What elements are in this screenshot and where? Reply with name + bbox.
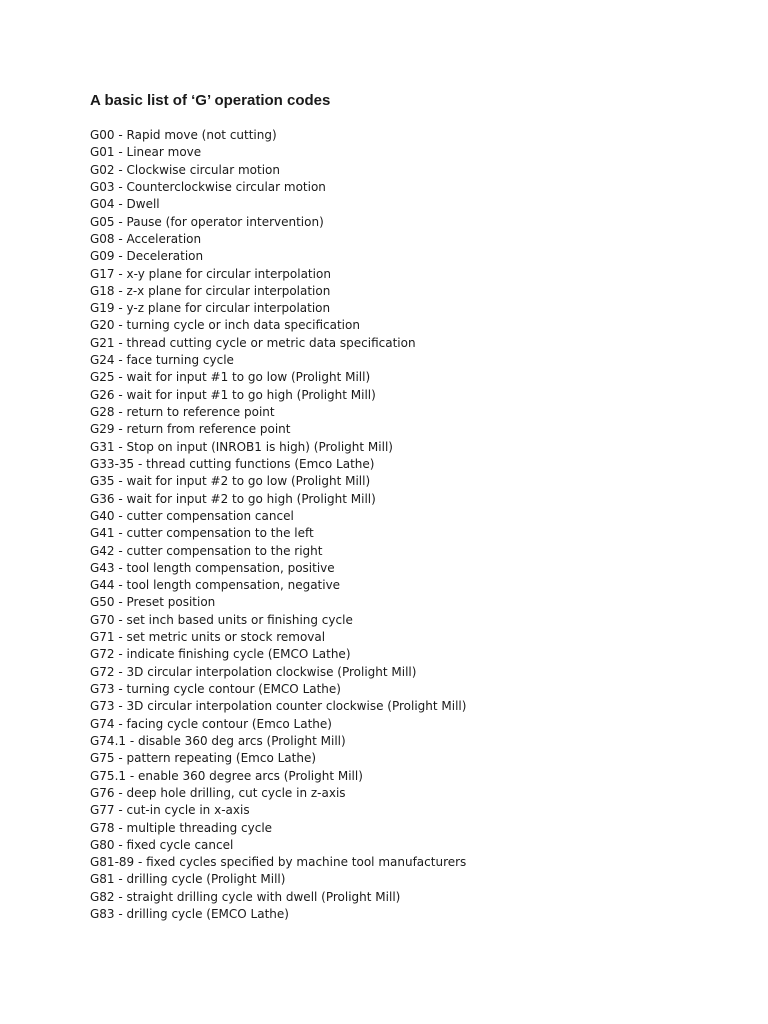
g-code-list-item: G02 - Clockwise circular motion (90, 162, 280, 177)
g-code-list-item: G73 - turning cycle contour (EMCO Lathe) (90, 682, 341, 696)
g-code-list-item: G77 - cut-in cycle in x-axis (90, 803, 250, 818)
g-code-list-item: G42 - cutter compensation to the right (90, 543, 323, 558)
g-code-list-item: G40 - cutter compensation cancel (90, 508, 294, 523)
g-code-list-item: G83 - drilling cycle (EMCO Lathe) (90, 907, 289, 922)
g-code-list-item: G09 - Deceleration (90, 249, 204, 264)
g-code-list-item: G28 - return to reference point (90, 405, 275, 419)
g-code-list (90, 127, 466, 923)
g-code-list-item: G81 - drilling cycle (Prolight Mill) (90, 872, 286, 887)
g-code-list-item: G74.1 - disable 360 deg arcs (Prolight Mill) (90, 733, 346, 748)
g-code-list-item: G00 - Rapid move (not cutting) (90, 128, 277, 142)
g-code-list-item: G44 - tool length compensation, negative (90, 578, 341, 593)
g-code-list-item: G72 - 3D circular interpolation clockwise (Prolight Mill) (90, 664, 417, 679)
g-code-list-item: G25 - wait for input #1 to go low (Prolight Mill) (90, 370, 371, 385)
g-code-list-item: G05 - Pause (for operator intervention) (90, 214, 324, 229)
g-code-list-item: G17 - x-y plane for circular interpolation (90, 266, 331, 281)
g-code-list-item: G18 - z-x plane for circular interpolation (90, 283, 331, 298)
g-code-list-item: G08 - Acceleration (90, 231, 202, 246)
g-code-list-item: G41 - cutter compensation to the left (90, 526, 314, 541)
g-code-list-item: G36 - wait for input #2 to go high (Prolight Mill) (90, 491, 376, 506)
g-code-list-item: G31 - Stop on input (INROB1 is high) (Prolight Mill) (90, 439, 393, 454)
g-code-list-item: G75 - pattern repeating (Emco Lathe) (90, 751, 317, 766)
g-code-list-item: G24 - face turning cycle (90, 353, 234, 368)
g-code-list-item: G70 - set inch based units or finishing cycle (90, 612, 353, 627)
g-code-list-item: G43 - tool length compensation, positive (90, 560, 335, 575)
g-code-list-item: G75.1 - enable 360 degree arcs (Prolight Mill) (90, 768, 363, 783)
g-code-list-item: G82 - straight drilling cycle with dwell (Prolight Mill) (90, 889, 401, 904)
g-code-list-item: G78 - multiple threading cycle (90, 820, 273, 835)
g-code-list-item: G01 - Linear move (90, 145, 202, 160)
g-code-list-item: G29 - return from reference point (90, 422, 291, 437)
g-code-list-item: G03 - Counterclockwise circular motion (90, 179, 326, 194)
g-code-list-item: G21 - thread cutting cycle or metric data specification (90, 335, 416, 350)
g-code-list-item: G35 - wait for input #2 to go low (Prolight Mill) (90, 474, 371, 489)
g-code-list-item: G72 - indicate finishing cycle (EMCO Lathe) (90, 647, 351, 662)
g-code-list-item: G33-35 - thread cutting functions (Emco Lathe) (90, 456, 375, 471)
g-code-list-item: G81-89 - fixed cycles specified by machine tool manufacturers (90, 855, 467, 870)
document-title: A basic list of ‘G’ operation codes (90, 92, 331, 109)
g-code-list-item: G20 - turning cycle or inch data specification (90, 318, 360, 333)
g-code-list-item: G26 - wait for input #1 to go high (Prolight Mill) (90, 387, 376, 402)
g-code-list-item: G50 - Preset position (90, 595, 216, 610)
g-code-list-item: G04 - Dwell (90, 197, 160, 212)
g-code-list-item: G74 - facing cycle contour (Emco Lathe) (90, 716, 332, 731)
g-code-list-item: G80 - fixed cycle cancel (90, 837, 234, 852)
g-code-list-item: G76 - deep hole drilling, cut cycle in z-axis (90, 785, 346, 800)
g-code-list-item: G71 - set metric units or stock removal (90, 630, 326, 645)
g-code-list-item: G19 - y-z plane for circular interpolation (90, 301, 331, 316)
g-code-list-item: G73 - 3D circular interpolation counter clockwise (Prolight Mill) (90, 699, 467, 714)
